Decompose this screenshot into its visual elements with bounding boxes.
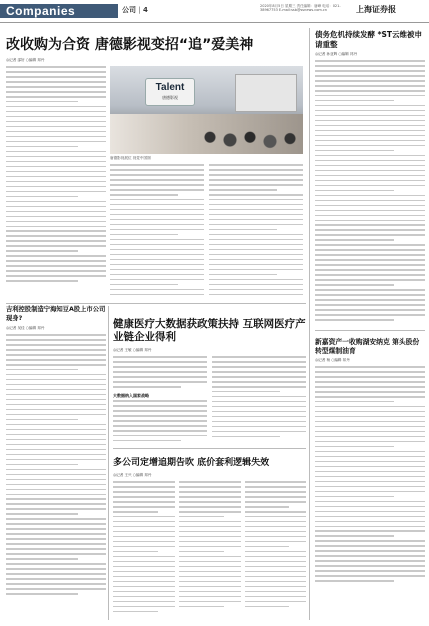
main-article-text-col3: [209, 164, 303, 298]
bottom-center-byline: ◎记者 王兴 ○编辑 邦丹: [113, 473, 152, 477]
bottom-center-headline: 多公司定增追期告吹 底价套利逻辑失效: [113, 458, 270, 468]
section-divider-2: [113, 448, 306, 449]
page-number: 4: [143, 6, 148, 14]
center-mid-text-col1a: [113, 356, 207, 392]
center-mid-byline: ◎记者 王敏 ○编辑 邦丹: [113, 348, 152, 352]
right-top-byline: ◎记者 孙亚辉 ○编辑 邦丹: [315, 52, 358, 56]
section-title-cn: 公司: [122, 6, 136, 14]
section-title: 公司 | 4: [122, 6, 148, 14]
right-mid-headline: 新嘉资产一收购湖安纳克 第头股份转型煤制油育: [315, 338, 420, 355]
bottom-center-text-col3: [245, 481, 306, 620]
talent-sign: Talent 唐德影视: [145, 78, 195, 106]
bottom-center-text-col1: [113, 481, 175, 620]
right-mid-text: [315, 366, 425, 620]
right-top-text: [315, 60, 425, 328]
center-mid-text-col1b: [113, 400, 207, 444]
newspaper-logo: 上海证券报: [356, 4, 396, 14]
section-divider-1: [6, 303, 306, 304]
news-photo: [110, 66, 303, 154]
center-mid-text-col2: [212, 356, 306, 444]
section-title-en: Companies: [0, 4, 118, 18]
main-article-text-col2: [110, 164, 204, 298]
header-rule: [0, 22, 429, 23]
page-banner: [0, 0, 429, 20]
center-mid-subhead: 大数据纳入国家战略: [113, 393, 149, 398]
photo-caption: 唐德影视展位 视觉中国图: [110, 156, 151, 160]
center-mid-headline: 健康医疗大数据获政策扶持 互联网医疗产业链企业得利: [113, 318, 306, 343]
column-divider: [309, 28, 310, 620]
left-mid-headline: 吉利控股制造宁海知豆A股上市公司现身?: [6, 306, 106, 322]
column-divider-left: [108, 306, 109, 620]
left-mid-text: [6, 334, 106, 620]
section-divider-right: [315, 330, 425, 331]
main-byline: ◎记者 邵好 ○编辑 邦丹: [6, 58, 45, 62]
right-top-headline: 债务危机持续发酵 *ST云维被申请重整: [315, 30, 423, 49]
bottom-center-text-col2: [179, 481, 241, 620]
issue-meta: 2020年8月5日 星期三 责任编辑：唐峰 电话：021-38967753 E-mail:ssb@ssnews.com.cn: [260, 4, 341, 12]
left-mid-byline: ◎记者 吴佳 ○编辑 邦丹: [6, 326, 45, 330]
main-headline: 改收购为合资 唐德影视变招“追”爱美神: [6, 37, 254, 53]
main-article-text-col1: [6, 66, 106, 298]
right-mid-byline: ◎记者 杨 ○编辑 邦丹: [315, 358, 350, 362]
